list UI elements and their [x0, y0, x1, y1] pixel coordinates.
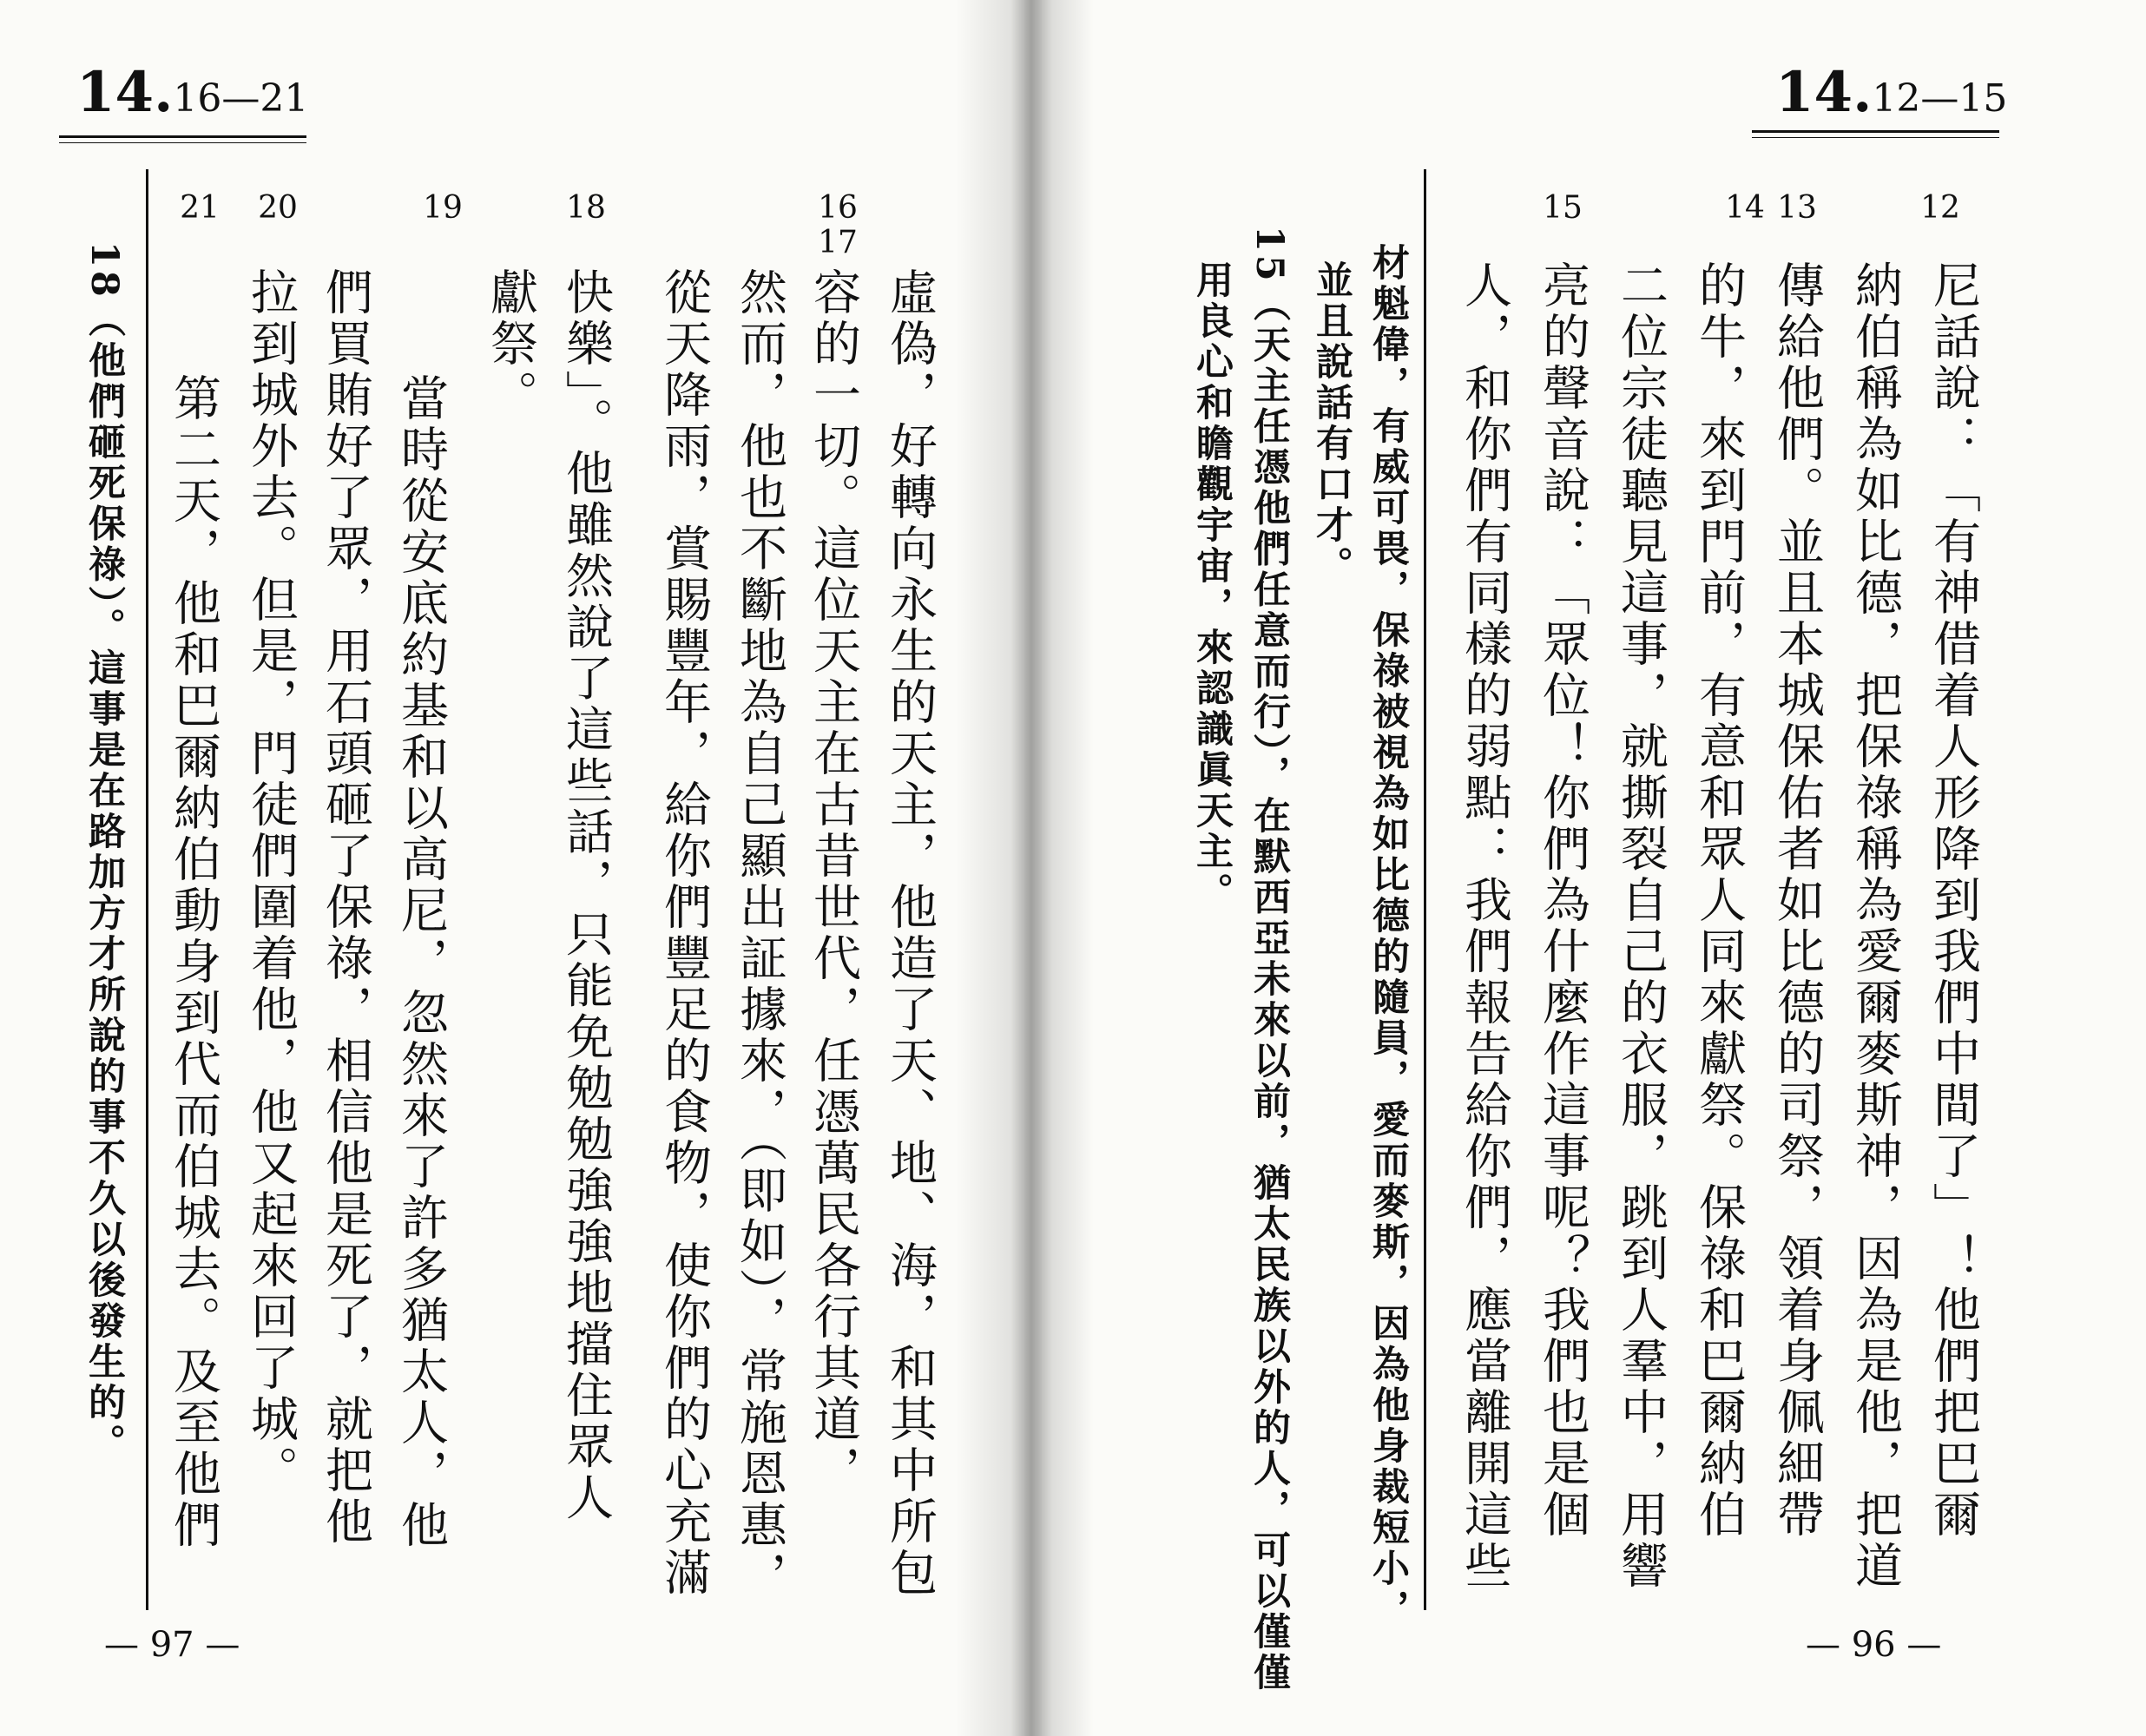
- text-line-7: 當時從安底約基和以高尼，忽然來了許多猶太人，他: [393, 373, 449, 1551]
- right-page: [1042, 0, 2146, 1736]
- verse-number-17: 17: [818, 225, 858, 260]
- text-line-5: 快樂」。他雖然說了這些話，只能免勉勉強強地擋住眾人: [558, 267, 614, 1524]
- right-header-rule-thin: [1752, 137, 1999, 138]
- verse-number-18: 18: [566, 190, 606, 226]
- text-line-7: 人，和你們有同樣的弱點：我們報告給你們，應當離開這些: [1457, 260, 1512, 1592]
- right-header-rule: [1752, 130, 1999, 133]
- note-text-15: 15（天主任憑他們任意而行），在默西亞未來以前，猶太民族以外的人，可以僅僅: [1247, 226, 1291, 1694]
- text-line-4: 從天降雨，賞賜豐年，給你們豐足的食物，使你們的心充滿: [656, 267, 712, 1599]
- left-header-rule-thin: [59, 142, 306, 143]
- text-line-8: 們買賄好了眾，用石頭砸了保祿，相信他是死了，就把他: [318, 267, 373, 1548]
- text-line-6: 獻祭。: [483, 267, 538, 421]
- verse-number-20: 20: [258, 190, 298, 226]
- note-text-1: 材魁偉，有威可畏，保祿被視為如比德的隨員，愛而麥斯，因為他身裁短小，: [1366, 243, 1410, 1630]
- text-line-5: 二位宗徒聽見這事，就撕裂自己的衣服，跳到人羣中，用響: [1613, 260, 1669, 1592]
- right-page-header: 14.12—15: [1775, 60, 2008, 125]
- page-number-right: — 96 —: [1806, 1625, 1942, 1665]
- text-line-2: 容的一切。這位天主在古昔世代，任憑萬民各行其道，: [806, 267, 861, 1496]
- note-divider: [1424, 169, 1426, 1610]
- note-text-2: 並且說話有口才。: [1310, 260, 1353, 587]
- note-text-18: 18（他們砸死保祿）。這事是在路加方才所說的事不久以後發生的。: [82, 241, 126, 1465]
- text-line-6: 亮的聲音說：「眾位！你們為什麼作這事呢？我們也是個: [1535, 260, 1590, 1541]
- text-line-9: 拉到城外去。但是，門徒們圍着他，他又起來回了城。: [243, 267, 299, 1496]
- book-gutter-shadow: [955, 0, 1094, 1736]
- left-header-rule: [59, 135, 306, 138]
- text-line-3: 然而，他也不斷地為自己顯出証據來，（即如），常施恩惠，: [732, 267, 787, 1602]
- text-line-2: 納伯稱為如比德，把保祿稱為愛爾麥斯神，因為是他，把道: [1847, 260, 1903, 1592]
- text-line-3: 傳給他們。並且本城保佑者如比德的司祭，領着身佩細帶: [1769, 260, 1825, 1541]
- verse-number-12: 12: [1920, 190, 1960, 226]
- verse-number-15: 15: [1543, 190, 1583, 226]
- verse-number-19: 19: [423, 190, 463, 226]
- verse-number-13: 13: [1777, 190, 1817, 226]
- verse-number-16: 16: [818, 190, 858, 226]
- left-page-header: 14.16—21: [76, 60, 309, 125]
- text-line-4: 的牛，來到門前，有意和眾人同來獻祭。保祿和巴爾納伯: [1691, 260, 1747, 1541]
- note-text-4: 用良心和瞻觀宇宙，來認識眞天主。: [1190, 260, 1234, 913]
- text-line-1: 虛偽，好轉向永生的天主，他造了天、地、海，和其中所包: [882, 267, 938, 1599]
- note-divider: [146, 169, 148, 1610]
- verse-number-14: 14: [1725, 190, 1765, 226]
- text-line-10: 第二天，他和巴爾納伯動身到代而伯城去。及至他們: [166, 373, 221, 1551]
- verse-number-21: 21: [180, 190, 220, 226]
- page-number-left: — 97 —: [104, 1625, 240, 1665]
- left-page: [0, 0, 1024, 1736]
- text-line-1: 尼話說：「有神借着人形降到我們中間了」！他們把巴爾: [1925, 260, 1981, 1541]
